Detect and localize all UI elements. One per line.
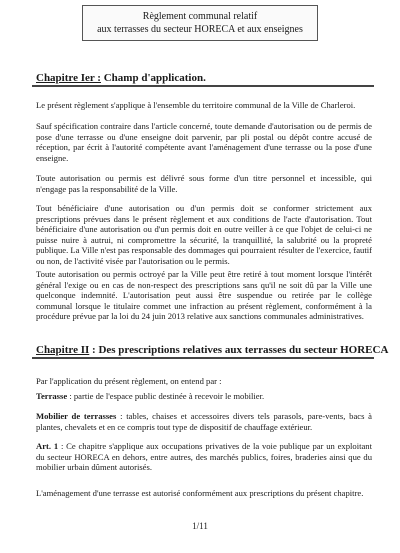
chapter2-closing: L'aménagement d'une terrasse est autorisé conformément aux prescriptions du présent chapitre. [36, 488, 364, 498]
chapter2-intro: Par l'application du présent règlement, on entend par : [36, 376, 222, 386]
definition-terrasse-text: : partie de l'espace public destinée à recevoir le mobilier. [67, 391, 265, 401]
page-number: 1/11 [192, 521, 208, 531]
chapter1-title: Champ d'application. [100, 72, 206, 84]
chapter1-paragraph-3: Toute autorisation ou permis est délivré sous forme d'un titre personnel et incessible, qui n'engage pas la responsabilité de la Ville. [36, 173, 372, 194]
chapter1-paragraph-2: Sauf spécification contraire dans l'article concerné, toute demande d'autorisation ou de permis de pose d'une terrasse ou d'une enseigne doit parvenir, par pli postal ou dépôt contre accusé de réception, par écrit à l'autorité compétente avant l'aménagement d'une terrasse ou la pose d'une enseigne. [36, 121, 372, 163]
document-title-line1: Règlement communal relatif [142, 11, 258, 22]
definition-mobilier [36, 411, 372, 432]
chapter1-paragraph-4: Tout bénéficiaire d'une autorisation ou d'un permis doit se conformer strictement aux prescriptions prévues dans le présent règlement et aux conditions de l'acte d'autorisation. Tout bénéficiaire d'une autorisation ou d'un permis doit en outre veiller à ce que l'objet de celui-ci ne puisse nuire à autrui, ni compromettre la sécurité, la tranquillité, la salubrité ou la propreté publique. La Ville n'est pas responsable des dommages qui pourraient résulter de l'exercice, fautif ou non, de l'activité visée par l'autorisation ou le permis. [36, 203, 372, 266]
definition-mobilier-text: : tables, chaises et accessoires divers tels parasols, pare-vents, bacs à plantes, chevalets et en ce compris tout type de dispositif de chauffage extérieur. [36, 411, 372, 432]
chapter1-heading [36, 72, 206, 85]
document-title-box [82, 5, 318, 41]
definition-mobilier-term: Mobilier de terrasses [36, 411, 117, 421]
document-title-line2: aux terrasses du secteur HORECA et aux enseignes [97, 24, 303, 35]
chapter1-divider [32, 85, 374, 87]
chapter2-name: Chapitre II [36, 344, 90, 356]
article-1 [36, 441, 372, 473]
definition-terrasse-term: Terrasse [36, 391, 68, 401]
chapter2-title: : Des prescriptions relatives aux terrasses du secteur HORECA [89, 344, 389, 356]
chapter1-paragraph-1: Le présent règlement s'applique à l'ensemble du territoire communal de la Ville de Charleroi. [36, 100, 356, 110]
chapter2-divider [32, 357, 374, 359]
article-1-text: : Ce chapitre s'applique aux occupations privatives de la voie publique par un exploitant du secteur HORECA en dehors, entre autres, des marchés publics, foires, braderies ainsi que du mobilier urbain dûment autorisés. [36, 441, 372, 472]
definition-terrasse [36, 391, 372, 402]
chapter1-name: Chapitre Ier : [36, 72, 101, 84]
chapter1-paragraph-5: Toute autorisation ou permis octroyé par la Ville peut être retiré à tout moment lorsque l'intérêt général l'exige ou en cas de non-respect des prescriptions sans qu'il ne soit dû par la Ville une quelconque indemnité. L'autorisation peut aussi être suspendue ou retirée par le collège communal lorsque le titulaire commet une infraction au présent règlement, conformément à la procédure prévue par la loi du 24 juin 2013 relative aux sanctions communales administratives. [36, 269, 372, 321]
chapter2-heading [36, 344, 388, 357]
article-1-label: Art. 1 [36, 441, 59, 451]
